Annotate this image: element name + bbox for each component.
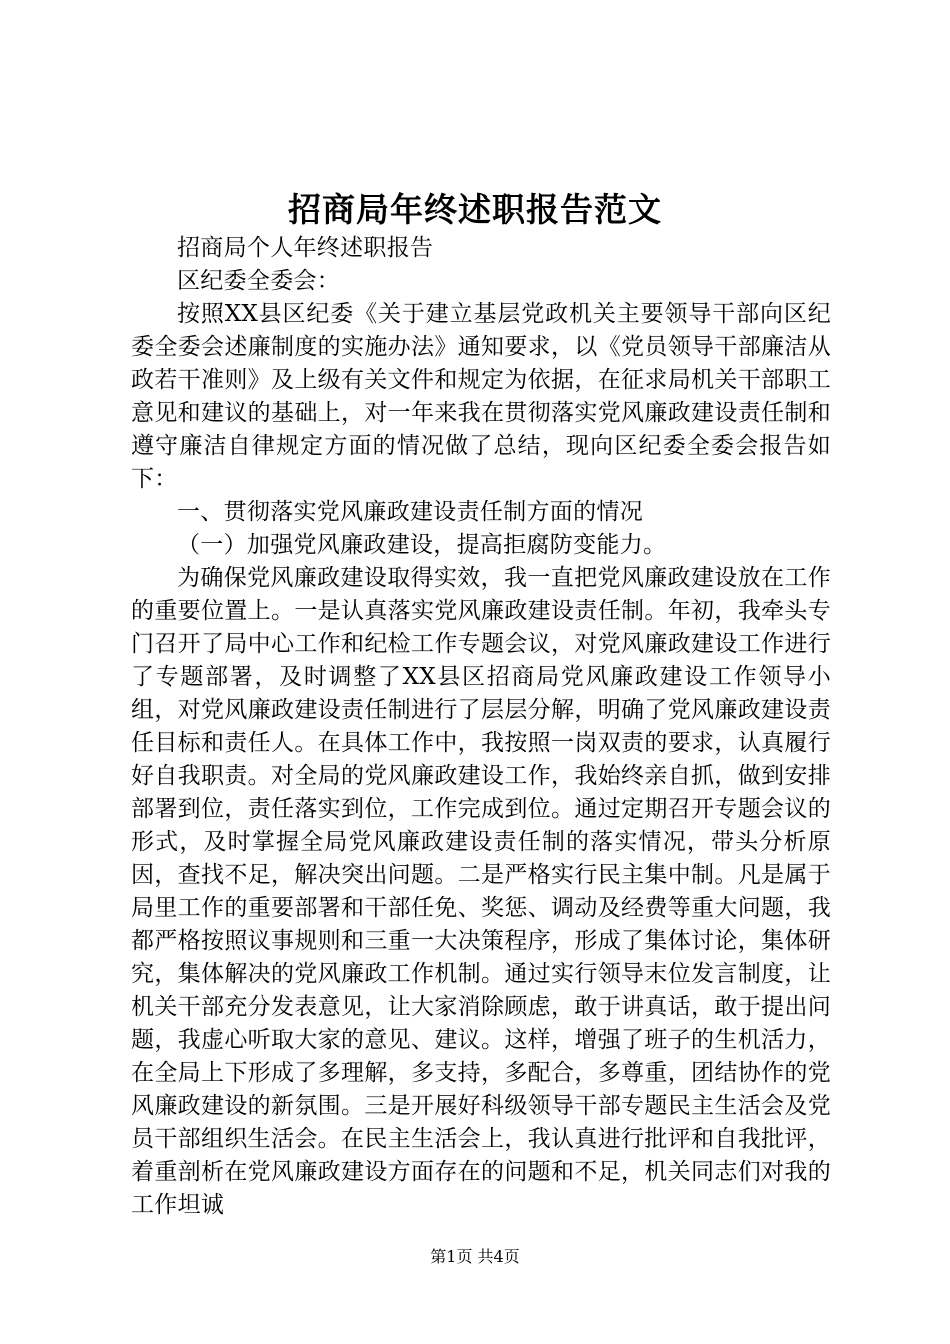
section-heading: 一、贯彻落实党风廉政建设责任制方面的情况 xyxy=(177,499,643,525)
body-paragraph: 为确保党风廉政建设取得实效，我一直把党风廉政建设放在工作的重要位置上。一是认真落实党风廉政建设责任制。年初，我牵头专门召开了局中心工作和纪检工作专题会议，对党风廉政建设工作进行了专题部署，及时调整了XX县区招商局党风廉政建设工作领导小组，对党风廉政建设责任制进行了层层分解，明确了党风廉政建设责任目标和责任人。在具体工作中，我按照一岗双责的要求，认真履行好自我职责。对全局的党风廉政建设工作，我始终亲自抓，做到安排部署到位，责任落实到位，工作完成到位。通过定期召开专题会议的形式，及时掌握全局党风廉政建设责任制的落实情况，带头分析原因，查找不足，解决突出问题。二是严格实行民主集中制。凡是属于局里工作的重要部署和干部任免、奖惩、调动及经费等重大问题，我都严格按照议事规则和三重一大决策程序，形成了集体讨论，集体研究，集体解决的党风廉政工作机制。通过实行领导末位发言制度，让机关干部充分发表意见，让大家消除顾虑，敢于讲真话，敢于提出问题，我虚心听取大家的意见、建议。这样，增强了班子的生机活力，在全局上下形成了多理解，多支持，多配合，多尊重，团结协作的党风廉政建设的新氛围。三是开展好科级领导干部专题民主生活会及党员干部组织生活会。在民主生活会上，我认真进行批评和自我批评，着重剖析在党风廉政建设方面存在的问题和不足，机关同志们对我的工作坦诚 xyxy=(131,565,831,1218)
page-number-footer: 第1页 共4页 xyxy=(430,1247,520,1266)
subsection-heading: （一）加强党风廉政建设，提高拒腐防变能力。 xyxy=(177,532,667,558)
document-body xyxy=(131,232,831,1222)
document-title: 招商局年终述职报告范文 xyxy=(288,190,662,229)
salutation: 区纪委全委会： xyxy=(177,268,341,294)
report-subtitle: 招商局个人年终述职报告 xyxy=(177,235,434,261)
intro-paragraph: 按照XX县区纪委《关于建立基层党政机关主要领导干部向区纪委全委会述廉制度的实施办法》通知要求，以《党员领导干部廉洁从政若干准则》及上级有关文件和规定为依据，在征求局机关干部职工意见和建议的基础上，对一年来我在贯彻落实党风廉政建设责任制和遵守廉洁自律规定方面的情况做了总结，现向区纪委全委会报告如下： xyxy=(131,301,831,492)
